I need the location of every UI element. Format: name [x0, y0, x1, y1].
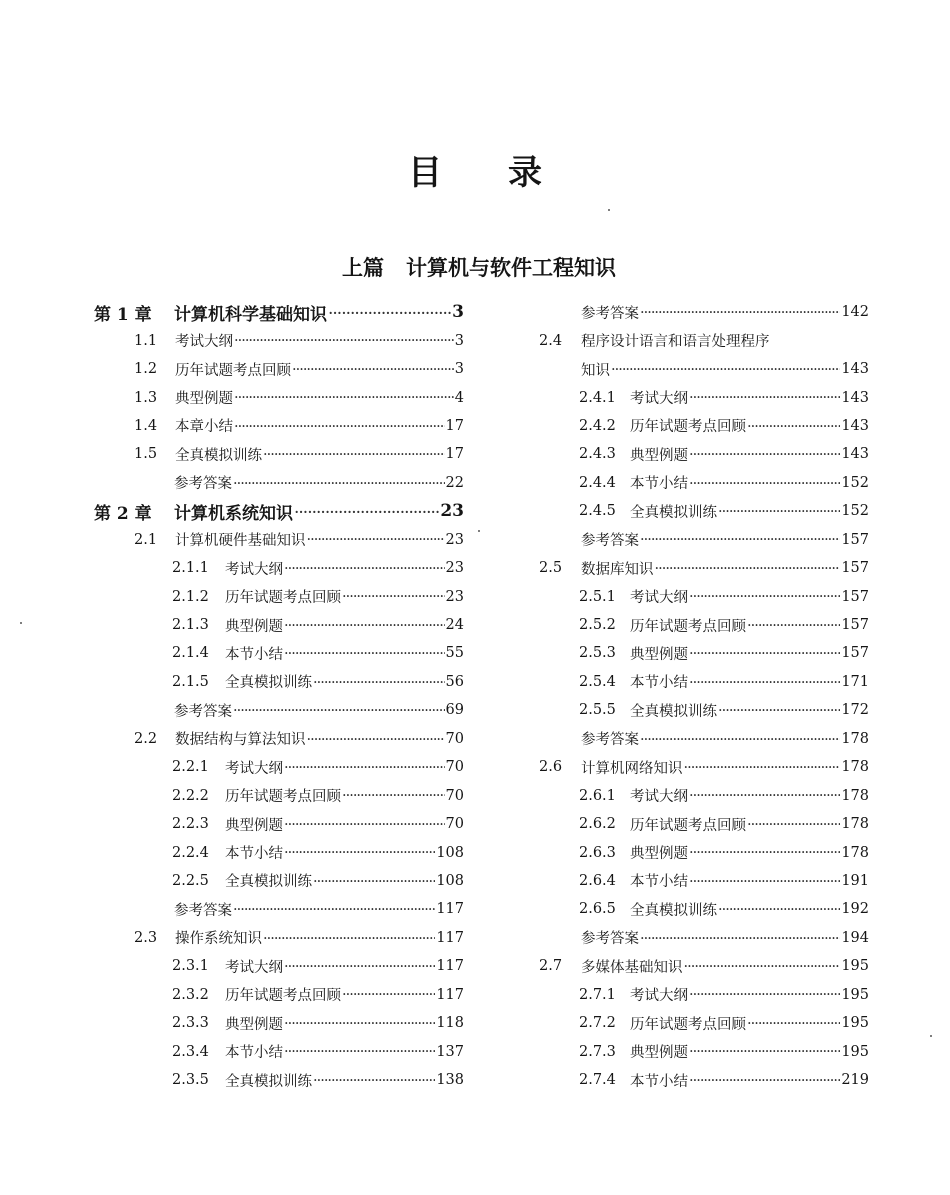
- toc-left-column: [94, 298, 464, 1094]
- toc-entry-title: 考试大纲: [225, 561, 283, 578]
- toc-entry-page: 172: [841, 702, 869, 719]
- dot-leader: [263, 931, 435, 946]
- toc-entry-answer[interactable]: [539, 725, 869, 753]
- toc-entry-title: 考试大纲: [225, 760, 283, 777]
- toc-entry-title: 历年试题考点回顾: [225, 988, 341, 1005]
- toc-entry-number: 2.2.2: [172, 787, 209, 804]
- toc-entry-subsection[interactable]: [539, 412, 869, 440]
- toc-entry-section[interactable]: [94, 355, 464, 383]
- toc-entry-title: 典型例题: [630, 646, 688, 663]
- dot-leader: [689, 675, 840, 690]
- toc-entry-number: 1.3: [134, 389, 158, 406]
- toc-entry-subsection[interactable]: [94, 753, 464, 781]
- toc-entry-page: 56: [445, 673, 464, 690]
- toc-entry-page: 195: [841, 1015, 869, 1032]
- toc-entry-number: 1.1: [134, 332, 158, 349]
- toc-entry-page: 178: [841, 759, 869, 776]
- toc-entry-title: 历年试题考点回顾: [630, 618, 746, 635]
- dot-leader: [284, 817, 445, 832]
- toc-entry-page: 157: [841, 645, 869, 662]
- dot-leader: [689, 476, 840, 491]
- toc-entry-subsection[interactable]: [94, 981, 464, 1009]
- toc-entry-section[interactable]: [94, 412, 464, 440]
- toc-entry-page: 23: [445, 588, 464, 605]
- toc-entry-title: 操作系统知识: [175, 931, 262, 948]
- toc-entry-number: 2.3.2: [172, 986, 209, 1003]
- toc-entry-page: 152: [841, 503, 869, 520]
- dot-leader: [292, 362, 454, 377]
- toc-entry-subsection[interactable]: [94, 781, 464, 809]
- toc-entry-number: 2.1: [134, 531, 158, 548]
- dot-leader: [307, 732, 445, 747]
- dot-leader: [313, 675, 445, 690]
- toc-entry-page: 108: [436, 872, 464, 889]
- toc-entry-title: 考试大纲: [630, 391, 688, 408]
- toc-entry-title: 本节小结: [225, 646, 283, 663]
- page-title: [0, 145, 950, 194]
- toc-entry-title: 本节小结: [225, 1045, 283, 1062]
- dot-leader: [689, 874, 840, 889]
- dot-leader: [342, 788, 445, 803]
- toc-entry-number: 2.1.5: [172, 673, 209, 690]
- toc-entry-number: 2.6: [539, 759, 563, 776]
- toc-entry-title: 历年试题考点回顾: [630, 817, 746, 834]
- toc-entry-title: 计算机系统知识: [174, 503, 293, 524]
- toc-entry-section[interactable]: [539, 326, 869, 354]
- toc-entry-number: 1.2: [134, 361, 158, 378]
- toc-entry-subsection[interactable]: [539, 383, 869, 411]
- toc-entry-page: 23: [445, 560, 464, 577]
- toc-entry-page: 23: [445, 531, 464, 548]
- toc-entry-title: 计算机科学基础知识: [174, 304, 327, 325]
- toc-entry-title: 考试大纲: [630, 590, 688, 607]
- toc-entry-title: 本章小结: [175, 419, 233, 436]
- toc-entry-number: 2.3.3: [172, 1015, 209, 1032]
- toc-entry-number: 2.5.3: [579, 645, 616, 662]
- toc-entry-title: 典型例题: [225, 1016, 283, 1033]
- toc-entry-subsection[interactable]: [94, 810, 464, 838]
- toc-entry-number: 2.4.1: [579, 389, 616, 406]
- toc-entry-title: 全真模拟训练: [630, 504, 717, 521]
- dot-leader: [284, 845, 435, 860]
- toc-entry-page: 108: [436, 844, 464, 861]
- toc-entry-section[interactable]: [94, 526, 464, 554]
- toc-entry-page: 194: [841, 929, 869, 946]
- dot-leader: [284, 959, 435, 974]
- dot-leader: [263, 447, 445, 462]
- toc-entry-page: 152: [841, 474, 869, 491]
- toc-entry-number: 2.6.3: [579, 844, 616, 861]
- toc-entry-page: 117: [436, 901, 464, 918]
- toc-entry-title: 数据库知识: [581, 561, 654, 578]
- dot-leader: [307, 532, 445, 547]
- toc-entry-subsection[interactable]: [94, 1037, 464, 1065]
- toc-entry-title: 参考答案: [174, 902, 232, 919]
- toc-entry-title: 典型例题: [630, 447, 688, 464]
- toc-entry-chapter[interactable]: [94, 298, 464, 326]
- dot-leader: [640, 732, 840, 747]
- toc-entry-title: 参考答案: [581, 533, 639, 550]
- toc-entry-title: 历年试题考点回顾: [225, 789, 341, 806]
- toc-entry-number: 1.4: [134, 417, 158, 434]
- dot-leader: [233, 902, 435, 917]
- toc-entry-subsection[interactable]: [539, 781, 869, 809]
- toc-entry-answer[interactable]: [94, 469, 464, 497]
- toc-right-column: [539, 298, 869, 1094]
- dot-leader: [689, 447, 840, 462]
- dot-leader: [747, 1016, 840, 1031]
- toc-entry-number: 2.4.5: [579, 503, 616, 520]
- toc-entry-title: 本节小结: [630, 476, 688, 493]
- dot-leader: [313, 1073, 435, 1088]
- toc-entry-title: 多媒体基础知识: [581, 959, 683, 976]
- toc-entry-number: 2.3.4: [172, 1043, 209, 1060]
- toc-entry-page: 17: [445, 417, 464, 434]
- toc-entry-number: 2.7: [539, 958, 563, 975]
- toc-entry-page: 143: [841, 389, 869, 406]
- toc-entry-page: 171: [841, 673, 869, 690]
- toc-entry-page: 69: [445, 702, 464, 719]
- toc-entry-subsection[interactable]: [539, 867, 869, 895]
- toc-entry-page: 117: [436, 929, 464, 946]
- toc-entry-number: 2.6.4: [579, 872, 616, 889]
- toc-entry-subsection[interactable]: [94, 1009, 464, 1037]
- toc-entry-page: 143: [841, 446, 869, 463]
- dot-leader: [689, 987, 840, 1002]
- dot-leader: [342, 987, 435, 1002]
- toc-entry-section[interactable]: [94, 326, 464, 354]
- toc-entry-number: 2.4.2: [579, 417, 616, 434]
- dot-leader: [284, 618, 445, 633]
- dot-leader: [284, 760, 445, 775]
- scan-speck: [478, 530, 480, 532]
- toc-entry-page: 24: [445, 617, 464, 634]
- toc-entry-page: 178: [841, 787, 869, 804]
- toc-entry-number: 2.5.2: [579, 617, 616, 634]
- toc-entry-number: 2.4: [539, 332, 563, 349]
- toc-entry-subsection[interactable]: [539, 1066, 869, 1094]
- toc-entry-title: 参考答案: [174, 703, 232, 720]
- toc-entry-page: 195: [841, 958, 869, 975]
- toc-entry-number: 2.7.1: [579, 986, 616, 1003]
- toc-entry-subsection[interactable]: [539, 469, 869, 497]
- toc-entry-number: 2.2.3: [172, 816, 209, 833]
- toc-entry-subsection[interactable]: [94, 582, 464, 610]
- toc-entry-subsection[interactable]: [94, 611, 464, 639]
- toc-entry-title: 历年试题考点回顾: [175, 362, 291, 379]
- toc-entry-page: 157: [841, 588, 869, 605]
- toc-entry-title: 本节小结: [630, 675, 688, 692]
- toc-entry-title: 全真模拟训练: [225, 1073, 312, 1090]
- dot-leader: [718, 703, 840, 718]
- toc-entry-subsection[interactable]: [94, 639, 464, 667]
- toc-entry-chapter[interactable]: [94, 497, 464, 525]
- toc-entry-page: 157: [841, 531, 869, 548]
- toc-entry-page: 70: [445, 787, 464, 804]
- dot-leader: [294, 503, 439, 520]
- toc-entry-number: 2.3.1: [172, 958, 209, 975]
- dot-leader: [689, 845, 840, 860]
- toc-entry-title: 计算机硬件基础知识: [175, 533, 306, 550]
- toc-entry-page: 22: [445, 474, 464, 491]
- toc-entry-number: 2.2: [134, 730, 158, 747]
- toc-entry-title: 典型例题: [630, 846, 688, 863]
- dot-leader: [689, 788, 840, 803]
- toc-entry-section[interactable]: [539, 952, 869, 980]
- toc-entry-title: 考试大纲: [175, 334, 233, 351]
- toc-entry-answer[interactable]: [539, 298, 869, 326]
- toc-entry-title: 全真模拟训练: [175, 447, 262, 464]
- dot-leader: [284, 646, 445, 661]
- toc-entry-title: 参考答案: [581, 305, 639, 322]
- toc-entry-page: 143: [841, 417, 869, 434]
- toc-entry-page: 142: [841, 304, 869, 321]
- dot-leader: [234, 419, 445, 434]
- toc-entry-number: 2.1.4: [172, 645, 209, 662]
- dot-leader: [233, 703, 445, 718]
- toc-entry-section[interactable]: [539, 554, 869, 582]
- toc-entry-cont[interactable]: [539, 355, 869, 383]
- toc-entry-subsection[interactable]: [539, 810, 869, 838]
- toc-entry-subsection[interactable]: [539, 981, 869, 1009]
- toc-entry-number: 2.1.3: [172, 617, 209, 634]
- scan-speck: [930, 1035, 932, 1037]
- part-heading: [0, 252, 950, 282]
- toc-entry-subsection[interactable]: [539, 611, 869, 639]
- toc-entry-subsection[interactable]: [94, 952, 464, 980]
- toc-entry-subsection[interactable]: [94, 867, 464, 895]
- toc-entry-page: 3: [454, 332, 464, 349]
- toc-entry-page: 178: [841, 844, 869, 861]
- dot-leader: [640, 305, 840, 320]
- scan-speck: [608, 209, 610, 211]
- toc-entry-title: 知识: [581, 362, 610, 379]
- toc-entry-number: 2.7.2: [579, 1015, 616, 1032]
- toc-entry-page: 3: [454, 361, 464, 378]
- page-title-char-1: 目: [408, 153, 442, 193]
- toc-entry-section[interactable]: [94, 440, 464, 468]
- toc-entry-page: 55: [445, 645, 464, 662]
- toc-entry-title: 本节小结: [630, 874, 688, 891]
- toc-entry-title: 考试大纲: [630, 988, 688, 1005]
- toc-entry-title: 典型例题: [630, 1045, 688, 1062]
- toc-entry-number: 2.5: [539, 560, 563, 577]
- dot-leader: [284, 561, 445, 576]
- toc-entry-number: 2.6.2: [579, 816, 616, 833]
- toc-entry-page: 23: [440, 501, 464, 522]
- toc-entry-title: 考试大纲: [225, 959, 283, 976]
- toc-entry-title: 考试大纲: [630, 789, 688, 806]
- toc-entry-section[interactable]: [94, 725, 464, 753]
- toc-entry-title: 程序设计语言和语言处理程序: [581, 334, 770, 351]
- toc-entry-subsection[interactable]: [94, 668, 464, 696]
- toc-entry-section[interactable]: [94, 924, 464, 952]
- dot-leader: [747, 817, 840, 832]
- toc-entry-page: 137: [436, 1043, 464, 1060]
- toc-entry-number: 2.3: [134, 929, 158, 946]
- toc-entry-subsection[interactable]: [94, 838, 464, 866]
- dot-leader: [313, 874, 435, 889]
- toc-entry-page: 157: [841, 617, 869, 634]
- toc-entry-page: 143: [841, 361, 869, 378]
- toc-entry-title: 参考答案: [581, 931, 639, 948]
- toc-entry-number: 2.1.2: [172, 588, 209, 605]
- toc-entry-subsection[interactable]: [539, 440, 869, 468]
- toc-entry-answer[interactable]: [94, 895, 464, 923]
- toc-entry-number: 2.4.4: [579, 474, 616, 491]
- dot-leader: [655, 561, 841, 576]
- toc-entry-subsection[interactable]: [539, 838, 869, 866]
- toc-entry-page: 195: [841, 986, 869, 1003]
- toc-entry-title: 典型例题: [225, 618, 283, 635]
- toc-entry-page: 157: [841, 560, 869, 577]
- toc-entry-page: 4: [454, 389, 464, 406]
- toc-entry-title: 参考答案: [174, 476, 232, 493]
- toc-entry-page: 118: [436, 1015, 464, 1032]
- dot-leader: [747, 419, 840, 434]
- toc-entry-page: 219: [841, 1072, 869, 1089]
- toc-entry-page: 117: [436, 958, 464, 975]
- toc-entry-section[interactable]: [539, 753, 869, 781]
- dot-leader: [284, 1016, 435, 1031]
- toc-entry-title: 典型例题: [225, 817, 283, 834]
- dot-leader: [684, 959, 841, 974]
- toc-entry-title: 典型例题: [175, 391, 233, 408]
- dot-leader: [718, 902, 840, 917]
- toc-entry-answer[interactable]: [539, 924, 869, 952]
- toc-entry-page: 178: [841, 730, 869, 747]
- toc-entry-subsection[interactable]: [539, 639, 869, 667]
- toc-entry-subsection[interactable]: [94, 1066, 464, 1094]
- toc-entry-number: 2.4.3: [579, 446, 616, 463]
- toc-entry-page: 117: [436, 986, 464, 1003]
- toc-entry-title: 历年试题考点回顾: [225, 590, 341, 607]
- toc-entry-number: 2.6.1: [579, 787, 616, 804]
- toc-entry-subsection[interactable]: [539, 497, 869, 525]
- toc-entry-number: 2.6.5: [579, 901, 616, 918]
- toc-entry-page: 3: [452, 302, 464, 323]
- toc-entry-subsection[interactable]: [539, 696, 869, 724]
- toc-entry-subsection[interactable]: [539, 895, 869, 923]
- toc-entry-number: 2.1.1: [172, 560, 209, 577]
- dot-leader: [718, 504, 840, 519]
- toc-entry-page: 138: [436, 1072, 464, 1089]
- toc-entry-page: 17: [445, 446, 464, 463]
- dot-leader: [284, 1044, 435, 1059]
- dot-leader: [689, 646, 840, 661]
- toc-entry-number: 2.2.4: [172, 844, 209, 861]
- toc-entry-title: 全真模拟训练: [630, 703, 717, 720]
- toc-entry-number: 2.7.4: [579, 1072, 616, 1089]
- dot-leader: [234, 390, 454, 405]
- toc-entry-title: 全真模拟训练: [225, 874, 312, 891]
- toc-entry-title: 计算机网络知识: [581, 760, 683, 777]
- toc-entry-page: 70: [445, 730, 464, 747]
- toc-entry-title: 本节小结: [225, 846, 283, 863]
- toc-entry-number: 第 1 章: [94, 304, 152, 325]
- dot-leader: [689, 1044, 840, 1059]
- toc-entry-title: 历年试题考点回顾: [630, 1016, 746, 1033]
- toc-entry-number: 第 2 章: [94, 503, 152, 524]
- toc-entry-title: 数据结构与算法知识: [175, 732, 306, 749]
- toc-entry-subsection[interactable]: [539, 1009, 869, 1037]
- page-title-char-2: 录: [508, 153, 542, 193]
- dot-leader: [640, 931, 840, 946]
- toc-entry-number: 2.2.5: [172, 872, 209, 889]
- toc-entry-section[interactable]: [94, 383, 464, 411]
- toc-entry-title: 历年试题考点回顾: [630, 419, 746, 436]
- toc-entry-number: 2.5.1: [579, 588, 616, 605]
- part-title: 计算机与软件工程知识: [406, 255, 616, 280]
- toc-entry-number: 2.3.5: [172, 1072, 209, 1089]
- toc-entry-page: 192: [841, 901, 869, 918]
- part-label: 上篇: [342, 255, 384, 280]
- dot-leader: [747, 618, 840, 633]
- toc-entry-page: 70: [445, 759, 464, 776]
- dot-leader: [342, 589, 445, 604]
- toc-entry-number: 2.5.5: [579, 702, 616, 719]
- toc-entry-title: 全真模拟训练: [225, 675, 312, 692]
- toc-entry-subsection[interactable]: [539, 1037, 869, 1065]
- dot-leader: [611, 362, 840, 377]
- toc-entry-page: 70: [445, 816, 464, 833]
- toc-entry-subsection[interactable]: [539, 582, 869, 610]
- toc-entry-page: 191: [841, 872, 869, 889]
- toc-entry-subsection[interactable]: [539, 668, 869, 696]
- toc-entry-page: 195: [841, 1043, 869, 1060]
- toc-entry-title: 本节小结: [630, 1073, 688, 1090]
- toc-entry-number: 2.7.3: [579, 1043, 616, 1060]
- dot-leader: [328, 304, 451, 321]
- dot-leader: [689, 1073, 840, 1088]
- dot-leader: [640, 532, 840, 547]
- dot-leader: [689, 589, 840, 604]
- toc-entry-number: 2.2.1: [172, 759, 209, 776]
- dot-leader: [684, 760, 841, 775]
- toc-entry-title: 全真模拟训练: [630, 902, 717, 919]
- dot-leader: [233, 476, 445, 491]
- toc-entry-answer[interactable]: [539, 526, 869, 554]
- toc-entry-title: 参考答案: [581, 732, 639, 749]
- toc-entry-answer[interactable]: [94, 696, 464, 724]
- scan-speck: [20, 622, 22, 624]
- toc-entry-number: 1.5: [134, 446, 158, 463]
- toc-entry-page: 178: [841, 816, 869, 833]
- toc-entry-subsection[interactable]: [94, 554, 464, 582]
- dot-leader: [234, 333, 454, 348]
- toc-entry-number: 2.5.4: [579, 673, 616, 690]
- dot-leader: [689, 390, 840, 405]
